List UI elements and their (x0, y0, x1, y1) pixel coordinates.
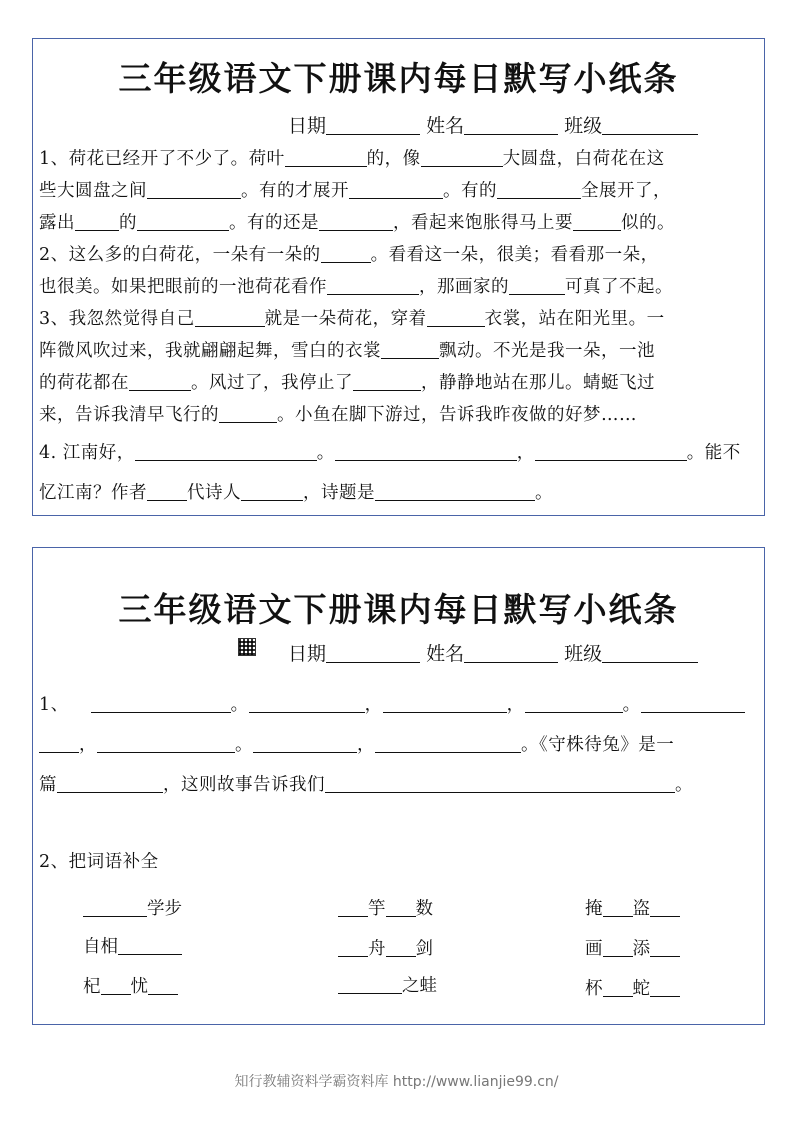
text-segment: 的，像 (366, 149, 421, 169)
date-blank[interactable] (326, 642, 420, 663)
fill-blank[interactable] (650, 978, 680, 997)
fill-blank[interactable] (135, 442, 317, 461)
fill-blank[interactable] (383, 694, 507, 713)
info-line (288, 639, 698, 666)
text-segment: 。 (675, 775, 693, 795)
fill-blank[interactable] (219, 404, 277, 423)
class-label: 班级 (564, 643, 603, 665)
class-blank[interactable] (602, 642, 698, 663)
fill-blank[interactable] (641, 694, 745, 713)
fill-blank[interactable] (386, 898, 416, 917)
fill-blank[interactable] (650, 898, 680, 917)
fill-blank[interactable] (321, 244, 371, 263)
word-part: 之蛙 (402, 976, 437, 996)
fill-blank[interactable] (338, 898, 368, 917)
name-blank[interactable] (464, 114, 558, 135)
text-line-9 (39, 401, 637, 426)
text-segment: 4. 江南好， (39, 443, 135, 463)
text-segment: 。看看这一朵，很美；看看那一朵， (370, 245, 659, 265)
text-line-2 (39, 177, 671, 202)
text-segment: 似的。 (621, 213, 675, 233)
fill-blank[interactable] (335, 442, 517, 461)
text-segment: 的荷花都在 (39, 373, 129, 393)
word-part: 学步 (147, 899, 182, 919)
word-item (83, 895, 182, 920)
fill-blank[interactable] (75, 212, 119, 231)
date-blank[interactable] (326, 114, 420, 135)
text-segment: 些大圆盘之间 (39, 181, 147, 201)
word-item (338, 935, 433, 960)
fill-blank[interactable] (603, 978, 633, 997)
fill-blank[interactable] (353, 372, 421, 391)
fill-blank[interactable] (497, 180, 581, 199)
word-part: 舟 (368, 939, 386, 959)
word-part: 掩 (585, 899, 603, 919)
word-item (83, 933, 182, 958)
q1-line-3 (39, 771, 693, 796)
fill-blank[interactable] (101, 976, 131, 995)
text-segment: 1、 (39, 695, 69, 715)
name-label: 姓名 (426, 115, 465, 137)
text-segment: 。 (316, 443, 335, 463)
fill-blank[interactable] (57, 774, 163, 793)
word-part: 蛇 (632, 979, 650, 999)
fill-blank[interactable] (349, 180, 443, 199)
date-label: 日期 (288, 115, 327, 137)
qr-code-icon (238, 638, 256, 656)
fill-blank[interactable] (386, 938, 416, 957)
fill-blank[interactable] (241, 482, 303, 501)
fill-blank[interactable] (137, 212, 229, 231)
fill-blank[interactable] (249, 694, 365, 713)
text-segment: 露出 (39, 213, 75, 233)
text-segment: 就是一朵荷花，穿着 (264, 309, 427, 329)
fill-blank[interactable] (285, 148, 367, 167)
word-part: 添 (632, 939, 650, 959)
text-segment: 可真了不起。 (565, 277, 673, 297)
footer-watermark: 知行教辅资料学霸资料库 http://www.lianjie99.cn/ (234, 1074, 559, 1090)
text-segment: 。 (230, 695, 249, 715)
word-item (83, 973, 178, 998)
text-segment: 3、我忽然觉得自己 (39, 309, 195, 329)
text-segment: 来，告诉我清早飞行的 (39, 405, 219, 425)
text-segment: ，那画家的 (419, 277, 509, 297)
text-segment: 飘动。不光是我一朵，一池 (439, 341, 655, 361)
fill-blank[interactable] (39, 734, 79, 753)
text-segment: 。《守株待兔》是一 (521, 735, 675, 755)
text-segment: 阵微风吹过来，我就翩翩起舞，雪白的衣裳 (39, 341, 381, 361)
text-segment: ，静静地站在那儿。蜻蜓飞过 (421, 373, 655, 393)
fill-blank[interactable] (319, 212, 393, 231)
fill-blank[interactable] (327, 276, 419, 295)
text-segment: 代诗人 (187, 483, 241, 503)
fill-blank[interactable] (129, 372, 191, 391)
fill-blank[interactable] (253, 734, 357, 753)
name-label: 姓名 (426, 643, 465, 665)
word-part: 画 (585, 939, 603, 959)
fill-blank[interactable] (97, 734, 235, 753)
word-part: 杯 (585, 979, 603, 999)
text-segment: 全展开了， (581, 181, 671, 201)
word-item (338, 972, 437, 997)
text-segment: 。有的 (443, 181, 497, 201)
word-item (585, 935, 680, 960)
text-segment: 。风过了，我停止了 (191, 373, 353, 393)
text-segment: 。 (235, 735, 253, 755)
word-item (338, 895, 433, 920)
text-segment: 忆江南？作者 (39, 483, 147, 503)
fill-blank[interactable] (147, 180, 241, 199)
text-line-3 (39, 209, 675, 234)
fill-blank[interactable] (535, 442, 687, 461)
text-segment: 。有的还是 (229, 213, 319, 233)
fill-blank[interactable] (195, 308, 265, 327)
word-part: 盗 (632, 899, 650, 919)
fill-blank[interactable] (148, 976, 178, 995)
fill-blank[interactable] (381, 340, 439, 359)
word-part: 自相 (83, 937, 118, 957)
class-blank[interactable] (602, 114, 698, 135)
word-item (585, 975, 680, 1000)
text-segment: ，诗题是 (303, 483, 375, 503)
word-part: 杞 (83, 977, 101, 997)
q1-line-1 (39, 691, 745, 716)
text-segment: 。有的才展开 (241, 181, 349, 201)
text-line-11 (39, 479, 553, 504)
word-part: 剑 (415, 939, 433, 959)
dictation-card-1 (32, 38, 765, 516)
dictation-card-2 (32, 547, 765, 1025)
text-line-5 (39, 273, 673, 298)
text-segment: 。能不 (686, 443, 741, 463)
text-segment: 1、荷花已经开了不少了。荷叶 (39, 149, 285, 169)
text-segment: ， (506, 695, 525, 715)
text-segment: 衣裳，站在阳光里。一 (484, 309, 665, 329)
card-title: 三年级语文下册课内每日默写小纸条 (118, 590, 679, 629)
text-line-8 (39, 369, 655, 394)
text-line-4 (39, 241, 659, 266)
fill-blank[interactable] (603, 938, 633, 957)
fill-blank[interactable] (603, 898, 633, 917)
text-line-6 (39, 305, 665, 330)
class-label: 班级 (564, 115, 603, 137)
text-line-10 (39, 439, 741, 464)
word-item (585, 895, 680, 920)
info-line (288, 111, 698, 138)
card-title: 三年级语文下册课内每日默写小纸条 (118, 59, 679, 98)
date-label: 日期 (288, 643, 327, 665)
fill-blank[interactable] (147, 482, 187, 501)
fill-blank[interactable] (525, 694, 623, 713)
text-segment: 2、这么多的白荷花，一朵有一朵的 (39, 245, 321, 265)
fill-blank[interactable] (421, 148, 503, 167)
name-blank[interactable] (464, 642, 558, 663)
fill-blank[interactable] (338, 975, 402, 994)
text-segment: 的 (119, 213, 137, 233)
word-part: 竽 (368, 899, 386, 919)
fill-blank[interactable] (375, 734, 521, 753)
fill-blank[interactable] (91, 694, 231, 713)
text-segment: ， (364, 695, 383, 715)
fill-blank[interactable] (118, 936, 182, 955)
text-segment: ，看起来饱胀得马上要 (393, 213, 573, 233)
fill-blank[interactable] (338, 938, 368, 957)
fill-blank[interactable] (325, 774, 675, 793)
fill-blank[interactable] (83, 898, 147, 917)
word-part: 忧 (130, 977, 148, 997)
text-segment: ， (516, 443, 535, 463)
fill-blank[interactable] (509, 276, 565, 295)
text-segment: ， (357, 735, 375, 755)
text-segment: 大圆盘，白荷花在这 (502, 149, 665, 169)
text-line-7 (39, 337, 655, 362)
fill-blank[interactable] (375, 482, 535, 501)
text-segment: 也很美。如果把眼前的一池荷花看作 (39, 277, 327, 297)
q1-line-2 (39, 731, 674, 756)
text-segment: 篇 (39, 775, 57, 795)
text-segment: 。 (622, 695, 641, 715)
fill-blank[interactable] (650, 938, 680, 957)
text-segment: ， (79, 735, 97, 755)
text-segment: 。 (535, 483, 553, 503)
text-segment: 。小鱼在脚下游过，告诉我昨夜做的好梦…… (277, 405, 637, 425)
q2-title: 2、把词语补全 (39, 852, 159, 872)
text-segment: ，这则故事告诉我们 (163, 775, 325, 795)
word-part: 数 (415, 899, 433, 919)
fill-blank[interactable] (427, 308, 485, 327)
fill-blank[interactable] (573, 212, 621, 231)
text-line-1 (39, 145, 665, 170)
